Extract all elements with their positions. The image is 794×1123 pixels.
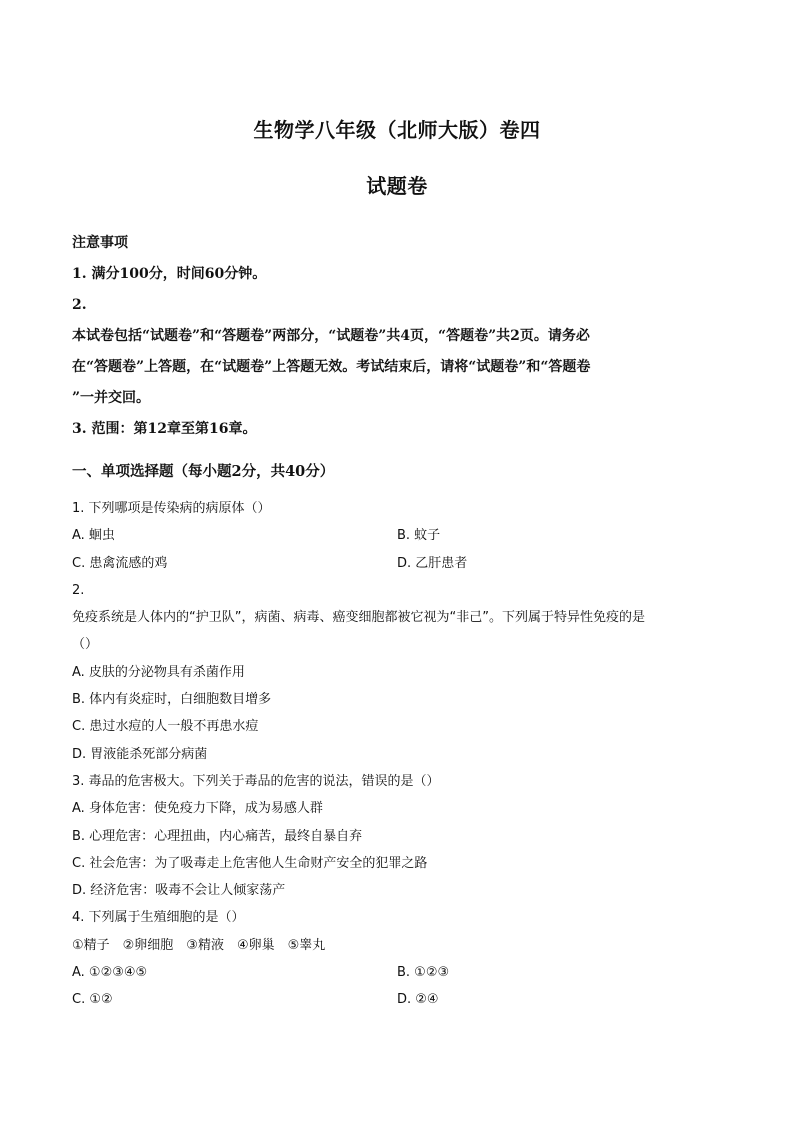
option: A. 身体危害：使免疫力下降，成为易感人群 xyxy=(72,801,323,817)
options-row xyxy=(72,959,722,986)
option: D. 胃液能杀死部分病菌 xyxy=(72,746,208,762)
question-number: 2. xyxy=(72,582,85,598)
option: D. 经济危害：吸毒不会让人倾家荡产 xyxy=(72,883,286,899)
notes-item: 2. xyxy=(72,297,87,313)
option: C. 患禽流感的鸡 xyxy=(72,555,168,571)
option: B. 蚊子 xyxy=(397,528,441,544)
notes-item: 在“答题卷”上答题，在“试题卷”上答题无效。考试结束后，请将“试题卷”和“答题卷 xyxy=(72,359,591,375)
question-items: ①精子 ②卵细胞 ③精液 ④卵巢 ⑤睾丸 xyxy=(72,937,326,953)
question-stem: （） xyxy=(72,637,99,653)
option: C. 患过水痘的人一般不再患水痘 xyxy=(72,719,259,735)
question-stem: 4. 下列属于生殖细胞的是（） xyxy=(72,910,245,926)
question-stem: 免疫系统是人体内的“护卫队”，病菌、病毒、癌变细胞都被它视为“非己”。下列属于特异性免疫的是 xyxy=(72,610,645,626)
option: C. 社会危害：为了吸毒走上危害他人生命财产安全的犯罪之路 xyxy=(72,855,428,871)
options-row xyxy=(72,522,722,549)
notes-item: ”一并交回。 xyxy=(72,390,151,406)
option: A. 皮肤的分泌物具有杀菌作用 xyxy=(72,664,245,680)
option: D. 乙肝患者 xyxy=(397,555,468,571)
option: D. ②④ xyxy=(397,992,439,1008)
question-stem: 1. 下列哪项是传染病的病原体（） xyxy=(72,501,271,516)
question-stem: 3. 毒品的危害极大。下列关于毒品的危害的说法，错误的是（） xyxy=(72,773,440,789)
notes-item: 3. 范围：第12章至第16章。 xyxy=(72,421,257,437)
notes-item: 1. 满分100分，时间60分钟。 xyxy=(72,266,267,282)
option: C. ①② xyxy=(72,992,113,1008)
option: B. ①②③ xyxy=(397,965,450,981)
notes-section xyxy=(72,228,722,445)
notes-item: 本试卷包括“试题卷”和“答题卷”两部分，“试题卷”共4页，“答题卷”共2页。请务必 xyxy=(72,328,590,344)
exam-subtitle: 试题卷 xyxy=(366,174,428,198)
exam-title: 生物学八年级（北师大版）卷四 xyxy=(253,118,541,142)
option: B. 心理危害：心理扭曲，内心痛苦，最终自暴自弃 xyxy=(72,828,363,844)
options-row xyxy=(72,986,722,1013)
notes-heading: 注意事项 xyxy=(72,235,128,251)
option: A. ①②③④⑤ xyxy=(72,965,148,981)
option: A. 蛔虫 xyxy=(72,528,115,544)
section-heading: 一、单项选择题（每小题2分，共40分） xyxy=(72,463,335,480)
questions-list xyxy=(72,495,722,1014)
option: B. 体内有炎症时，白细胞数目增多 xyxy=(72,692,272,708)
options-row xyxy=(72,550,722,577)
